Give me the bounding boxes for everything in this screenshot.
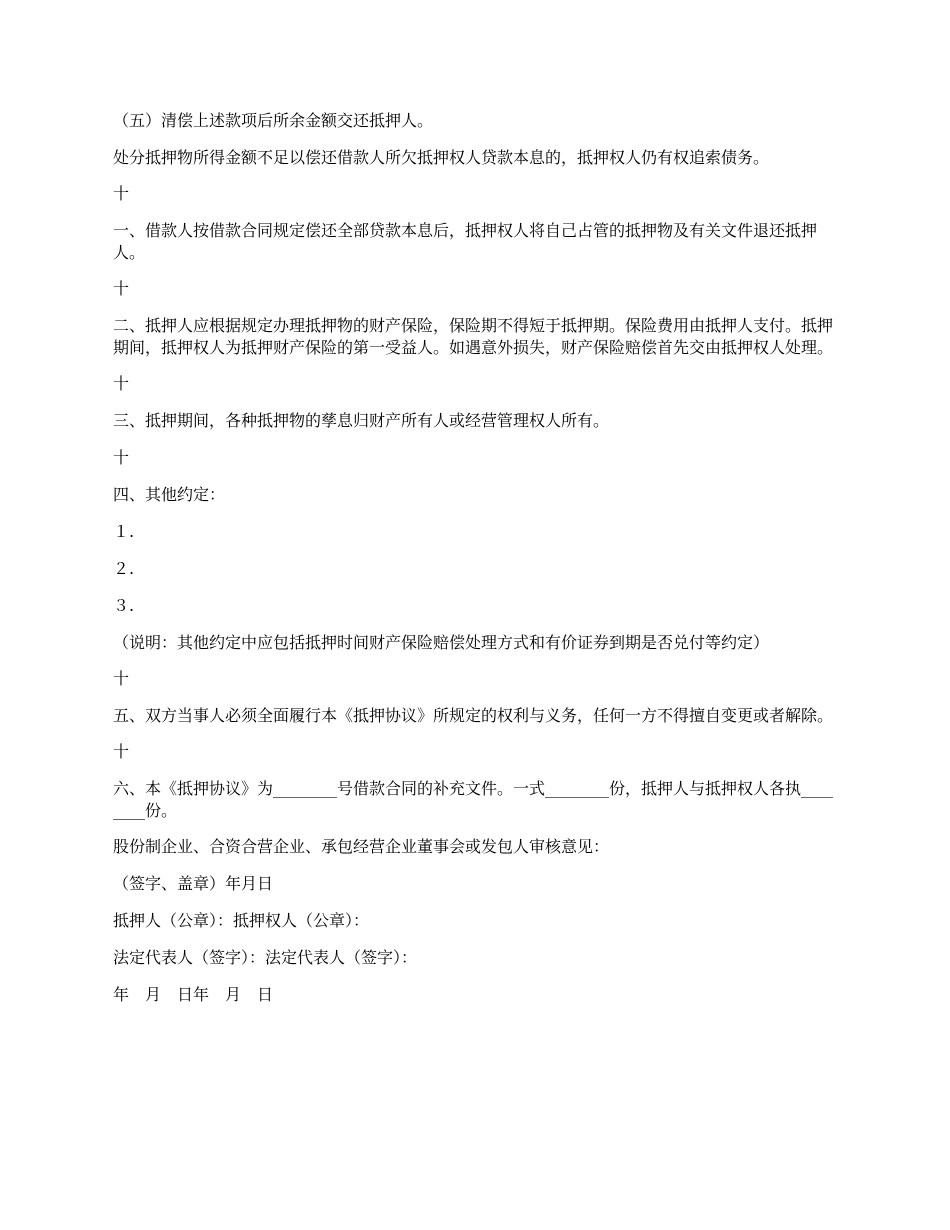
paragraph-item-3: ３.: [113, 596, 135, 615]
paragraph-ten-marker: 十: [113, 184, 130, 203]
paragraph-ten-marker: 十: [113, 669, 130, 688]
paragraph-clause-14: 四、其他约定：: [113, 485, 226, 504]
paragraph-date-line: 年 月 日年 月 日: [113, 985, 274, 1004]
paragraph-note: （说明：其他约定中应包括抵押时间财产保险赔偿处理方式和有价证券到期是否兑付等约定）: [113, 633, 770, 652]
paragraph-sign-seal-date: （签字、盖章）年月日: [113, 874, 274, 893]
paragraph-clause-11: 一、借款人按借款合同规定偿还全部贷款本息后，抵押权人将自己占管的抵押物及有关文件退还抵押人。: [113, 221, 818, 262]
paragraph-clause-13: 三、抵押期间，各种抵押物的孳息归财产所有人或经营管理权人所有。: [113, 411, 610, 430]
paragraph-clause-15: 五、双方当事人必须全面履行本《抵押协议》所规定的权利与义务，任何一方不得擅自变更或者解除。: [113, 706, 834, 725]
paragraph-item-2: ２.: [113, 559, 135, 578]
paragraph-board-review: 股份制企业、合资合营企业、承包经营企业董事会或发包人审核意见：: [113, 837, 610, 856]
paragraph-ten-marker: 十: [113, 448, 130, 467]
document-page: [113, 110, 840, 1021]
paragraph-legal-rep: 法定代表人（签字）：法定代表人（签字）：: [113, 948, 418, 967]
paragraph-ten-marker: 十: [113, 742, 130, 761]
paragraph-clause-5-5: （五）清偿上述款项后所余金额交还抵押人。: [113, 111, 434, 130]
paragraph-clause-12: 二、抵押人应根据规定办理抵押物的财产保险，保险期不得短于抵押期。保险费用由抵押人支付。抵押期间，抵押权人为抵押财产保险的第一受益人。如遇意外损失，财产保险赔偿首先交由抵押权人处理。: [113, 316, 834, 357]
paragraph-item-1: １.: [113, 522, 135, 541]
paragraph-ten-marker: 十: [113, 374, 130, 393]
paragraph-clause-16: 六、本《抵押协议》为________号借款合同的补充文件。一式________份，抵押人与抵押权人各执________份。: [113, 779, 834, 820]
paragraph-insufficient-proceeds: 处分抵押物所得金额不足以偿还借款人所欠抵押权人贷款本息的，抵押权人仍有权追索债务。: [113, 148, 770, 167]
paragraph-ten-marker: 十: [113, 279, 130, 298]
paragraph-mortgagor-seal: 抵押人（公章）：抵押权人（公章）：: [113, 911, 370, 930]
